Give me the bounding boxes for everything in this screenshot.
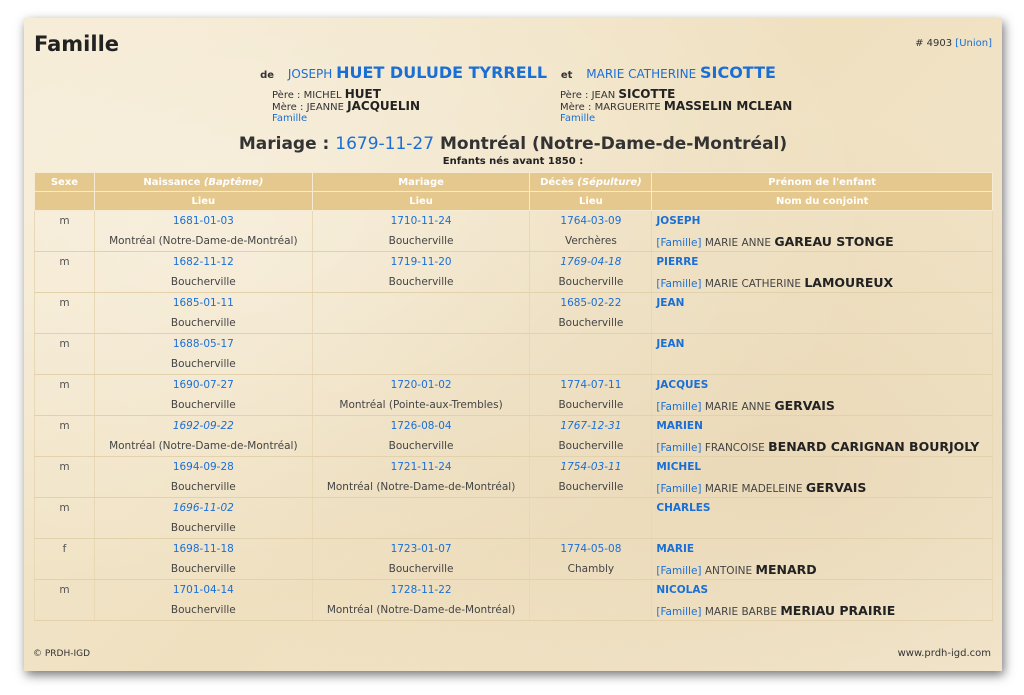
table-row [35, 375, 993, 396]
table-row [35, 313, 993, 334]
spouse-surname: GERVAIS [805, 479, 867, 495]
child-sex: m [35, 211, 95, 232]
family-card [24, 18, 1002, 671]
spouse-given: MARIE CATHERINE [704, 277, 801, 290]
child-death-date[interactable]: 1767-12-31 [530, 416, 652, 437]
child-death-date[interactable]: 1774-05-08 [530, 539, 652, 560]
child-sex: m [35, 457, 95, 478]
child-sex: m [35, 580, 95, 601]
child-marriage-place: Boucherville [312, 559, 530, 580]
col-lieu-naissance: Lieu [94, 192, 312, 211]
child-name-link[interactable]: NICOLAS [652, 580, 993, 601]
child-name-link[interactable]: CHARLES [652, 498, 993, 519]
table-row [35, 539, 993, 560]
child-sex: f [35, 539, 95, 560]
child-marriage-date[interactable]: 1710-11-24 [312, 211, 530, 232]
marriage-place: Montréal (Notre-Dame-de-Montréal) [439, 134, 788, 154]
spouse-family-link[interactable]: [Famille] [656, 605, 702, 618]
child-marriage-date[interactable]: 1728-11-22 [312, 580, 530, 601]
table-row [35, 334, 993, 355]
child-marriage-place [312, 313, 530, 334]
child-death-place: Boucherville [530, 272, 652, 293]
col-sexe: Sexe [35, 173, 95, 192]
child-birth-place: Boucherville [94, 313, 312, 334]
spouse-given: MARIE ANNE [704, 400, 771, 413]
spouse-surname: LAMOUREUX [804, 274, 894, 290]
table-row [35, 600, 993, 621]
child-marriage-date[interactable] [312, 293, 530, 314]
col-lieu-mariage: Lieu [312, 192, 530, 211]
husband-surname-link[interactable]: HUET DULUDE TYRRELL [336, 63, 548, 82]
child-marriage-date[interactable] [312, 334, 530, 355]
spouse-surname: BENARD CARIGNAN BOURJOLY [768, 438, 980, 454]
child-birth-place: Boucherville [94, 395, 312, 416]
child-death-date[interactable]: 1769-04-18 [530, 252, 652, 273]
child-birth-date[interactable]: 1682-11-12 [94, 252, 312, 273]
table-row [35, 211, 993, 232]
child-birth-date[interactable]: 1698-11-18 [94, 539, 312, 560]
spouse-cell [652, 231, 993, 252]
col-lieu-deces: Lieu [530, 192, 652, 211]
header-row-1 [35, 173, 993, 192]
table-row [35, 354, 993, 375]
marriage-heading [24, 134, 1002, 154]
child-death-place: Boucherville [530, 313, 652, 334]
child-birth-date[interactable]: 1696-11-02 [94, 498, 312, 519]
table-row [35, 580, 993, 601]
spouse-family-link[interactable]: [Famille] [656, 400, 702, 413]
col-prenom: Prénom de l'enfant [652, 173, 993, 192]
child-sex: m [35, 498, 95, 519]
col-mariage: Mariage [312, 173, 530, 192]
child-name-link[interactable]: MARIE [652, 539, 993, 560]
child-birth-date[interactable]: 1690-07-27 [94, 375, 312, 396]
child-death-date[interactable]: 1754-03-11 [530, 457, 652, 478]
family-id [915, 38, 992, 49]
spouse-surname: GAREAU STONGE [774, 233, 894, 249]
spouse-given: MARIE ANNE [704, 236, 771, 249]
child-death-place [530, 518, 652, 539]
spouse-surname: GERVAIS [774, 397, 835, 413]
wife-given-link[interactable]: MARIE CATHERINE [586, 67, 697, 81]
child-birth-place: Boucherville [94, 518, 312, 539]
child-birth-place: Boucherville [94, 354, 312, 375]
child-marriage-place [312, 354, 530, 375]
spouse-cell [652, 354, 993, 375]
child-birth-place: Montréal (Notre-Dame-de-Montréal) [94, 436, 312, 457]
wife-parents [560, 89, 792, 124]
child-birth-date[interactable]: 1681-01-03 [94, 211, 312, 232]
marriage-label: Mariage : [238, 134, 330, 154]
spouse-cell [652, 272, 993, 293]
child-death-date[interactable]: 1774-07-11 [530, 375, 652, 396]
table-row [35, 252, 993, 273]
table-row [35, 416, 993, 437]
child-name-link[interactable]: PIERRE [652, 252, 993, 273]
child-death-place: Boucherville [530, 395, 652, 416]
wife-father: Père : JEAN SICOTTE [560, 87, 676, 101]
wife-surname-link[interactable]: SICOTTE [699, 63, 776, 82]
spouse-family-link[interactable]: [Famille] [656, 441, 702, 454]
spouse-given: FRANCOISE [704, 441, 765, 454]
spouse-given: MARIE BARBE [704, 605, 777, 618]
husband-parents [272, 89, 420, 124]
spouse-cell [652, 518, 993, 539]
child-sex: m [35, 375, 95, 396]
marriage-date-link[interactable]: 1679-11-27 [335, 134, 435, 154]
child-name-link[interactable]: MARIEN [652, 416, 993, 437]
et-label: et [560, 70, 573, 81]
de-label: de [260, 70, 275, 81]
husband-parents-family-link[interactable]: Famille [272, 113, 308, 124]
child-name-link[interactable]: JOSEPH [652, 211, 993, 232]
table-row [35, 293, 993, 314]
wife-parents-family-link[interactable]: Famille [560, 113, 596, 124]
husband-father: Père : MICHEL HUET [272, 87, 381, 101]
spouse-given: ANTOINE [704, 564, 753, 577]
wife-mother: Mère : MARGUERITE MASSELIN MCLEAN [560, 99, 793, 113]
child-birth-date[interactable]: 1688-05-17 [94, 334, 312, 355]
child-birth-date[interactable]: 1701-04-14 [94, 580, 312, 601]
table-row [35, 498, 993, 519]
child-death-place: Verchères [530, 231, 652, 252]
child-birth-place: Boucherville [94, 600, 312, 621]
child-death-place: Chambly [530, 559, 652, 580]
child-marriage-place: Montréal (Notre-Dame-de-Montréal) [312, 600, 530, 621]
child-sex: m [35, 334, 95, 355]
child-death-date[interactable] [530, 498, 652, 519]
child-death-place [530, 354, 652, 375]
child-marriage-date[interactable]: 1721-11-24 [312, 457, 530, 478]
child-marriage-place: Boucherville [312, 272, 530, 293]
child-birth-place: Montréal (Notre-Dame-de-Montréal) [94, 231, 312, 252]
table-row [35, 559, 993, 580]
child-death-place [530, 600, 652, 621]
child-marriage-date[interactable]: 1726-08-04 [312, 416, 530, 437]
spouse-cell [652, 395, 993, 416]
spouse-cell [652, 559, 993, 580]
footer-website[interactable]: www.prdh-igd.com [897, 648, 991, 659]
child-birth-date[interactable]: 1685-01-11 [94, 293, 312, 314]
col-conjoint: Nom du conjoint [652, 192, 993, 211]
child-sex: m [35, 293, 95, 314]
child-death-date[interactable] [530, 580, 652, 601]
child-birth-place: Boucherville [94, 477, 312, 498]
child-marriage-place: Boucherville [312, 231, 530, 252]
child-marriage-place: Montréal (Notre-Dame-de-Montréal) [312, 477, 530, 498]
child-marriage-place [312, 518, 530, 539]
spouse-family-link[interactable]: [Famille] [656, 482, 702, 495]
husband-mother: Mère : JEANNE JACQUELIN [272, 99, 420, 113]
family-number: # 4903 [915, 38, 953, 49]
child-birth-date[interactable]: 1694-09-28 [94, 457, 312, 478]
child-marriage-place: Boucherville [312, 436, 530, 457]
child-death-date[interactable]: 1685-02-22 [530, 293, 652, 314]
spouse-family-link[interactable]: [Famille] [656, 564, 702, 577]
header-row-2 [35, 192, 993, 211]
child-marriage-place: Montréal (Pointe-aux-Trembles) [312, 395, 530, 416]
child-marriage-date[interactable]: 1720-01-02 [312, 375, 530, 396]
table-row [35, 395, 993, 416]
col-naissance: Naissance (Baptême) [94, 173, 312, 192]
child-birth-date[interactable]: 1692-09-22 [94, 416, 312, 437]
spouse-given: MARIE MADELEINE [704, 482, 803, 495]
children-heading: Enfants nés avant 1850 : [442, 156, 584, 167]
footer-copyright: © PRDH-IGD [33, 649, 91, 659]
spouse-surname: MERIAU PRAIRIE [780, 602, 896, 618]
child-sex: m [35, 416, 95, 437]
spouse-cell [652, 436, 993, 457]
children-table [34, 172, 993, 621]
child-birth-place: Boucherville [94, 272, 312, 293]
child-marriage-date[interactable]: 1723-01-07 [312, 539, 530, 560]
child-name-link[interactable]: JACQUES [652, 375, 993, 396]
child-death-place: Boucherville [530, 477, 652, 498]
page-title: Famille [34, 32, 120, 56]
spouse-surname: MENARD [755, 561, 817, 577]
child-death-date[interactable]: 1764-03-09 [530, 211, 652, 232]
spouse-cell [652, 600, 993, 621]
child-marriage-date[interactable]: 1719-11-20 [312, 252, 530, 273]
child-name-link[interactable]: JEAN [652, 293, 993, 314]
child-birth-place: Boucherville [94, 559, 312, 580]
husband-given-link[interactable]: JOSEPH [287, 67, 333, 81]
col-deces: Décès (Sépulture) [530, 173, 652, 192]
table-row [35, 518, 993, 539]
spouse-family-link[interactable]: [Famille] [656, 277, 702, 290]
child-marriage-date[interactable] [312, 498, 530, 519]
spouse-family-link[interactable]: [Famille] [656, 236, 702, 249]
union-link[interactable]: [Union] [955, 38, 992, 49]
couple-heading [24, 63, 1002, 82]
spouse-cell [652, 477, 993, 498]
spouse-cell [652, 313, 993, 334]
table-row [35, 436, 993, 457]
table-row [35, 272, 993, 293]
child-name-link[interactable]: JEAN [652, 334, 993, 355]
table-row [35, 477, 993, 498]
table-row [35, 231, 993, 252]
table-row [35, 457, 993, 478]
child-name-link[interactable]: MICHEL [652, 457, 993, 478]
child-death-place: Boucherville [530, 436, 652, 457]
child-sex: m [35, 252, 95, 273]
child-death-date[interactable] [530, 334, 652, 355]
